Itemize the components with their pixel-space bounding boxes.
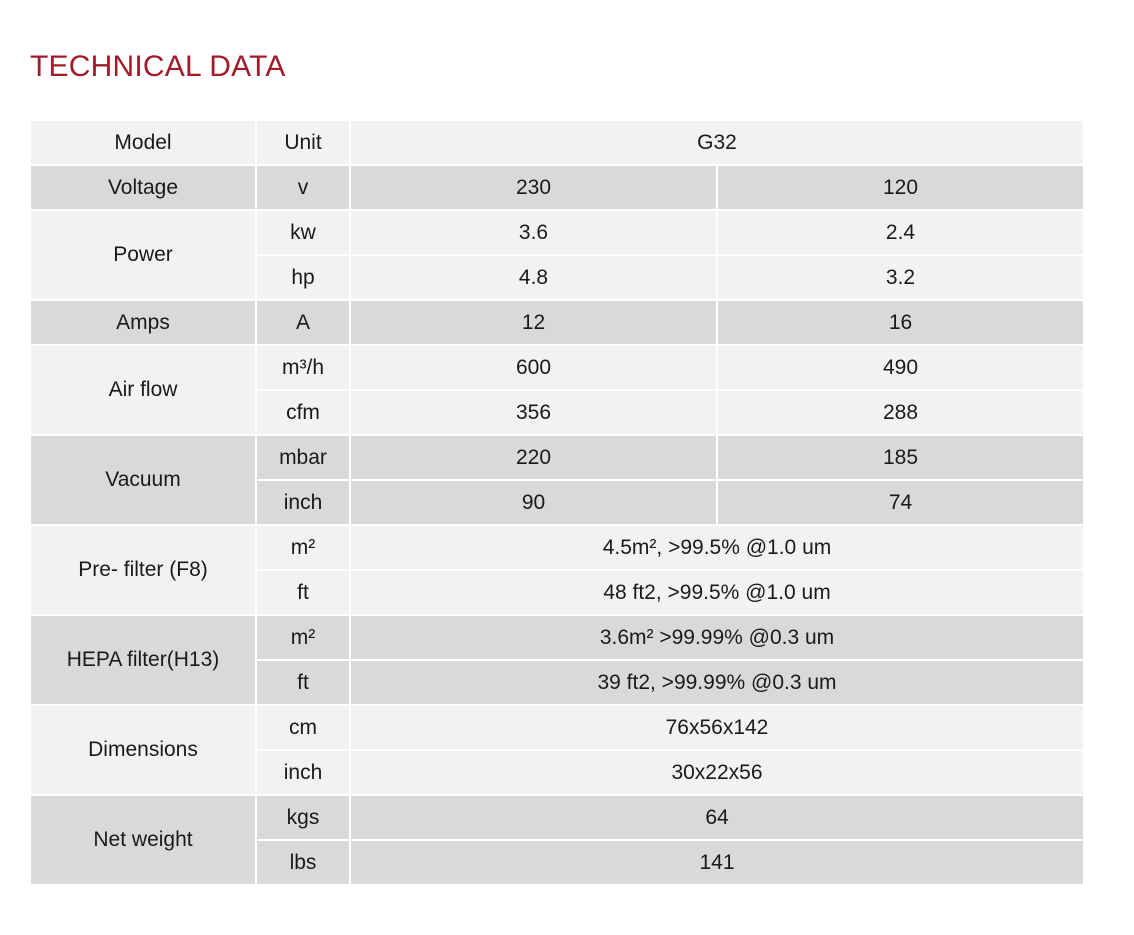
row-label: HEPA filter(H13) bbox=[31, 616, 255, 704]
row-unit: m² bbox=[257, 616, 349, 659]
row-label: Power bbox=[31, 211, 255, 299]
row-label: Net weight bbox=[31, 796, 255, 884]
table-row-hepa-m2 bbox=[31, 616, 1083, 659]
value-merged: 4.5m², >99.5% @1.0 um bbox=[351, 526, 1083, 569]
row-label: Air flow bbox=[31, 346, 255, 434]
table-row-amps bbox=[31, 301, 1083, 344]
row-unit: kgs bbox=[257, 796, 349, 839]
table-row-prefilter-m2 bbox=[31, 526, 1083, 569]
value-120v: 16 bbox=[718, 301, 1083, 344]
value-120v: 120 bbox=[718, 166, 1083, 209]
value-230v: 4.8 bbox=[351, 256, 716, 299]
value-120v: 2.4 bbox=[718, 211, 1083, 254]
header-unit: Unit bbox=[257, 121, 349, 164]
row-unit: m³/h bbox=[257, 346, 349, 389]
row-unit: A bbox=[257, 301, 349, 344]
row-unit: inch bbox=[257, 751, 349, 794]
value-merged: 39 ft2, >99.99% @0.3 um bbox=[351, 661, 1083, 704]
row-unit: ft bbox=[257, 571, 349, 614]
value-merged: 64 bbox=[351, 796, 1083, 839]
row-unit: cfm bbox=[257, 391, 349, 434]
row-label: Voltage bbox=[31, 166, 255, 209]
value-120v: 74 bbox=[718, 481, 1083, 524]
row-unit: lbs bbox=[257, 841, 349, 884]
row-unit: inch bbox=[257, 481, 349, 524]
value-merged: 3.6m² >99.99% @0.3 um bbox=[351, 616, 1083, 659]
row-label: Vacuum bbox=[31, 436, 255, 524]
value-120v: 288 bbox=[718, 391, 1083, 434]
table-row-vacuum-mbar bbox=[31, 436, 1083, 479]
table-header-row bbox=[31, 121, 1083, 164]
table-row-power-kw bbox=[31, 211, 1083, 254]
value-merged: 76x56x142 bbox=[351, 706, 1083, 749]
value-120v: 490 bbox=[718, 346, 1083, 389]
row-label: Amps bbox=[31, 301, 255, 344]
row-label: Dimensions bbox=[31, 706, 255, 794]
value-230v: 12 bbox=[351, 301, 716, 344]
value-merged: 30x22x56 bbox=[351, 751, 1083, 794]
header-model-value: G32 bbox=[351, 121, 1083, 164]
row-unit: cm bbox=[257, 706, 349, 749]
table-row-airflow-m3h bbox=[31, 346, 1083, 389]
row-unit: ft bbox=[257, 661, 349, 704]
row-unit: kw bbox=[257, 211, 349, 254]
value-230v: 356 bbox=[351, 391, 716, 434]
table-row-netweight-kgs bbox=[31, 796, 1083, 839]
table-row-voltage bbox=[31, 166, 1083, 209]
value-230v: 220 bbox=[351, 436, 716, 479]
value-120v: 185 bbox=[718, 436, 1083, 479]
page-title: TECHNICAL DATA bbox=[30, 50, 286, 83]
value-230v: 90 bbox=[351, 481, 716, 524]
value-120v: 3.2 bbox=[718, 256, 1083, 299]
value-merged: 141 bbox=[351, 841, 1083, 884]
row-unit: v bbox=[257, 166, 349, 209]
row-label: Pre- filter (F8) bbox=[31, 526, 255, 614]
value-230v: 3.6 bbox=[351, 211, 716, 254]
row-unit: m² bbox=[257, 526, 349, 569]
header-model: Model bbox=[31, 121, 255, 164]
row-unit: mbar bbox=[257, 436, 349, 479]
value-merged: 48 ft2, >99.5% @1.0 um bbox=[351, 571, 1083, 614]
technical-data-table bbox=[29, 119, 1085, 886]
value-230v: 230 bbox=[351, 166, 716, 209]
row-unit: hp bbox=[257, 256, 349, 299]
value-230v: 600 bbox=[351, 346, 716, 389]
table-row-dimensions-cm bbox=[31, 706, 1083, 749]
